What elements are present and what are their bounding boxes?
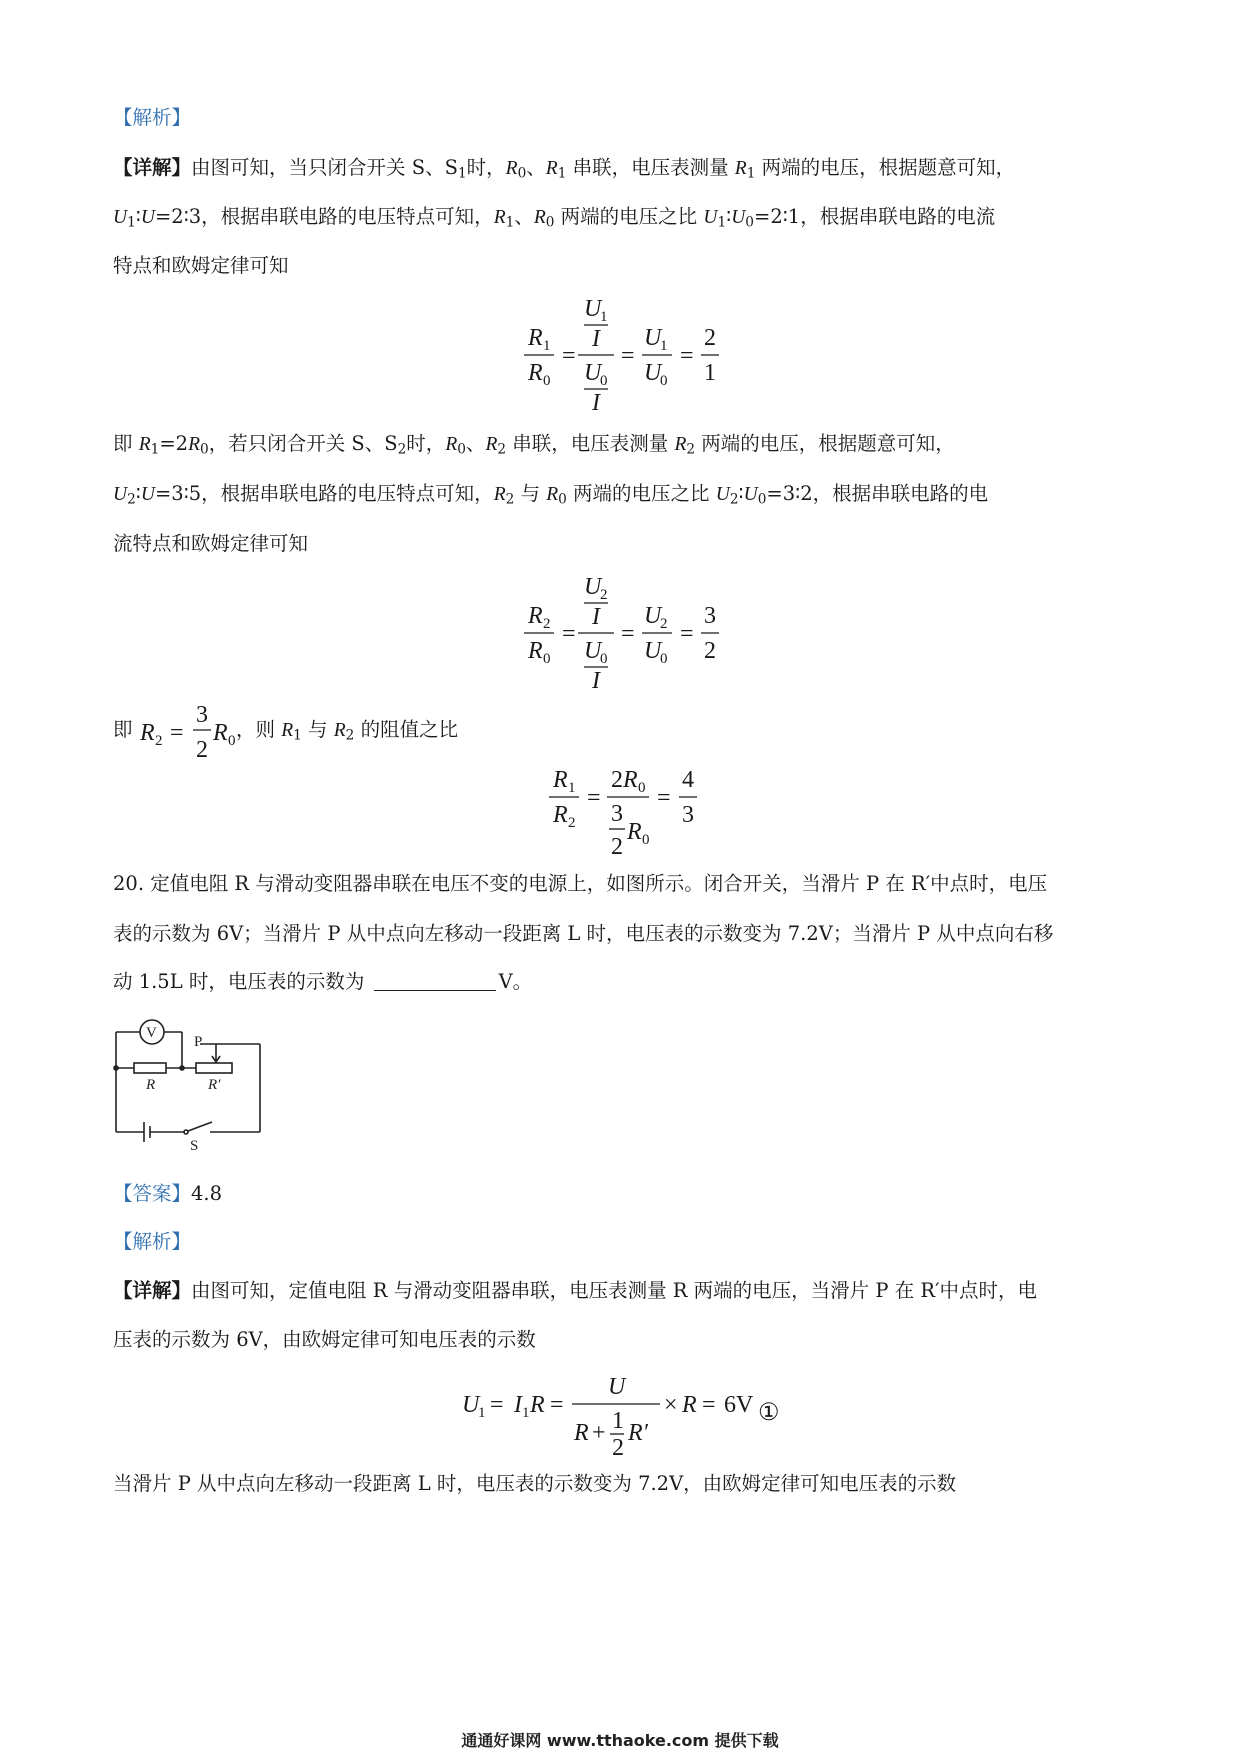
switch-label: S bbox=[190, 1138, 199, 1154]
svg-text:0: 0 bbox=[660, 373, 668, 389]
svg-text:R: R bbox=[528, 638, 543, 664]
paragraph-line: $U_1∶U=2∶3$，根据串联电路的电压特点可知，$R_1$、$R_0$ 两端的电压之比 $U_1∶U_0=2∶1$，根据串联电路的电流 bbox=[113, 205, 996, 231]
svg-text:2: 2 bbox=[600, 587, 608, 603]
svg-text:R: R bbox=[553, 802, 568, 828]
svg-text:I: I bbox=[592, 668, 600, 694]
svg-text:U: U bbox=[584, 638, 602, 664]
resistor-label: R bbox=[146, 1077, 156, 1093]
svg-text:U: U bbox=[584, 360, 602, 386]
paragraph-line: 即 bbox=[113, 718, 133, 741]
svg-text:=: = bbox=[621, 621, 635, 647]
svg-text:=: = bbox=[680, 621, 694, 647]
svg-text:R: R bbox=[623, 767, 638, 793]
question-20-line-2: 表的示数为 6V；当滑片 P 从中点向左移动一段距离 L 时，电压表的示数变为 7.2V；当滑片 P 从中点向右移 bbox=[113, 922, 1054, 945]
page-footer: 通通好课网 www.tthaoke.com 提供下载 bbox=[461, 1731, 779, 1750]
svg-text:2: 2 bbox=[704, 638, 716, 664]
paragraph-line: 特点和欧姆定律可知 bbox=[113, 254, 289, 277]
equation-r2-r0 bbox=[520, 570, 730, 694]
answer-tag: 【答案】 bbox=[113, 1182, 192, 1205]
paragraph-line: 压表的示数为 6V，由欧姆定律可知电压表的示数 bbox=[113, 1328, 536, 1351]
svg-text:1: 1 bbox=[568, 780, 576, 796]
svg-text:=: = bbox=[550, 1392, 564, 1418]
svg-text:0: 0 bbox=[660, 651, 668, 667]
analysis-tag-2: 【解析】 bbox=[113, 1230, 192, 1253]
analysis-tag: 【解析】 bbox=[113, 106, 192, 129]
svg-text:I: I bbox=[592, 604, 600, 630]
svg-text:U: U bbox=[608, 1374, 626, 1400]
svg-text:U: U bbox=[644, 325, 662, 351]
svg-text:U: U bbox=[462, 1392, 480, 1418]
question-20-line-3: 动 1.5L 时，电压表的示数为 V。 bbox=[113, 970, 533, 993]
paragraph-line: 【详解】由图可知，定值电阻 R 与滑动变阻器串联，电压表测量 R 两端的电压，当滑片 P 在 R′中点时，电 bbox=[113, 1279, 1038, 1302]
detail-tag-2: 【详解】 bbox=[113, 1279, 192, 1302]
answer-line bbox=[113, 1180, 222, 1208]
circuit-diagram bbox=[106, 1010, 276, 1170]
svg-text:R: R bbox=[140, 720, 155, 746]
svg-text:R: R bbox=[528, 325, 543, 351]
switch-icon bbox=[188, 1122, 212, 1131]
svg-text:2: 2 bbox=[704, 325, 716, 351]
svg-text:I: I bbox=[592, 326, 600, 352]
svg-text:R: R bbox=[213, 720, 228, 746]
answer-blank bbox=[374, 970, 496, 991]
svg-text:+: + bbox=[592, 1420, 606, 1446]
svg-text:U: U bbox=[644, 360, 662, 386]
svg-text:2: 2 bbox=[660, 616, 668, 632]
svg-text:1: 1 bbox=[600, 309, 608, 325]
svg-text:R: R bbox=[574, 1420, 589, 1446]
question-20-line-1: 20. 定值电阻 R 与滑动变阻器串联在电压不变的电源上，如图所示。闭合开关，当滑片 P 在 R′中点时，电压 bbox=[113, 872, 1048, 895]
svg-text:0: 0 bbox=[543, 373, 551, 389]
svg-text:U: U bbox=[584, 574, 602, 600]
rheostat-r-prime bbox=[196, 1063, 232, 1073]
svg-text:=: = bbox=[621, 343, 635, 369]
svg-text:=: = bbox=[170, 720, 184, 746]
svg-text:2: 2 bbox=[611, 767, 623, 793]
paragraph-line: $U_2∶U=3∶5$，根据串联电路的电压特点可知，$R_2$ 与 $R_0$ 两端的电压之比 $U_2∶U_0=3∶2$，根据串联电路的电 bbox=[113, 482, 989, 508]
svg-text:U: U bbox=[584, 296, 602, 322]
svg-text:=: = bbox=[562, 621, 576, 647]
inline-equation-r2 bbox=[138, 697, 238, 771]
svg-text:R: R bbox=[528, 360, 543, 386]
svg-text:U: U bbox=[644, 603, 662, 629]
svg-text:0: 0 bbox=[638, 780, 646, 796]
svg-text:0: 0 bbox=[228, 733, 236, 749]
equation-r1-r2 bbox=[545, 757, 715, 871]
svg-text:R: R bbox=[682, 1392, 697, 1418]
svg-text:2: 2 bbox=[196, 737, 208, 763]
svg-text:2: 2 bbox=[612, 1435, 624, 1461]
svg-text:1: 1 bbox=[478, 1405, 486, 1421]
svg-text:R: R bbox=[627, 819, 642, 845]
resistor-r bbox=[134, 1063, 166, 1073]
svg-text:0: 0 bbox=[600, 373, 608, 389]
svg-text:1: 1 bbox=[612, 1408, 624, 1434]
svg-text:3: 3 bbox=[682, 802, 694, 828]
svg-text:2: 2 bbox=[611, 834, 623, 860]
svg-text:×: × bbox=[664, 1392, 678, 1418]
svg-text:R′: R′ bbox=[628, 1420, 648, 1446]
svg-text:3: 3 bbox=[611, 801, 623, 827]
svg-text:4: 4 bbox=[682, 767, 694, 793]
svg-text:R: R bbox=[530, 1392, 545, 1418]
svg-text:R: R bbox=[528, 603, 543, 629]
svg-text:1: 1 bbox=[543, 338, 551, 354]
svg-text:1: 1 bbox=[660, 338, 668, 354]
svg-text:3: 3 bbox=[196, 702, 208, 728]
svg-text:=: = bbox=[657, 785, 671, 811]
paragraph-line: ，则 $R_1$ 与 $R_2$ 的阻值之比 bbox=[236, 718, 459, 744]
svg-text:=: = bbox=[562, 343, 576, 369]
paragraph-line: 即 $R_1=2R_0$，若只闭合开关 S、$S_2$时，$R_0$、$R_2$ 串联，电压表测量 $R_2$ 两端的电压，根据题意可知， bbox=[113, 432, 955, 458]
equation-r1-r0 bbox=[520, 292, 730, 416]
svg-text:2: 2 bbox=[568, 815, 576, 831]
equation-marker: ① bbox=[758, 1400, 780, 1426]
svg-text:3: 3 bbox=[704, 603, 716, 629]
slider-label: P bbox=[194, 1034, 203, 1050]
svg-text:R: R bbox=[553, 767, 568, 793]
svg-text:I: I bbox=[592, 390, 600, 416]
svg-text:2: 2 bbox=[543, 616, 551, 632]
detail-tag: 【详解】 bbox=[113, 156, 192, 179]
svg-text:I: I bbox=[514, 1392, 522, 1418]
svg-text:U: U bbox=[644, 638, 662, 664]
voltmeter-label: V bbox=[146, 1025, 157, 1041]
paragraph-line: 流特点和欧姆定律可知 bbox=[113, 532, 309, 555]
svg-text:=: = bbox=[702, 1392, 716, 1418]
svg-text:=: = bbox=[587, 785, 601, 811]
paragraph-line: 【详解】由图可知，当只闭合开关 S、$S_1$时，$R_0$、$R_1$ 串联，电压表测量 $R_1$ 两端的电压，根据题意可知， bbox=[113, 156, 1016, 182]
svg-text:=: = bbox=[680, 343, 694, 369]
paragraph-line: 当滑片 P 从中点向左移动一段距离 L 时，电压表的示数变为 7.2V，由欧姆定律可知电压表的示数 bbox=[113, 1472, 957, 1495]
svg-text:6V: 6V bbox=[724, 1392, 754, 1418]
svg-text:0: 0 bbox=[600, 651, 608, 667]
rheostat-label: R′ bbox=[208, 1077, 221, 1093]
svg-text:0: 0 bbox=[543, 651, 551, 667]
answer-value: 4.8 bbox=[191, 1182, 223, 1205]
svg-text:=: = bbox=[490, 1392, 504, 1418]
svg-text:2: 2 bbox=[155, 733, 163, 749]
svg-text:1: 1 bbox=[704, 360, 716, 386]
svg-text:1: 1 bbox=[522, 1405, 530, 1421]
equation-u1 bbox=[460, 1360, 790, 1464]
svg-text:0: 0 bbox=[642, 832, 650, 848]
